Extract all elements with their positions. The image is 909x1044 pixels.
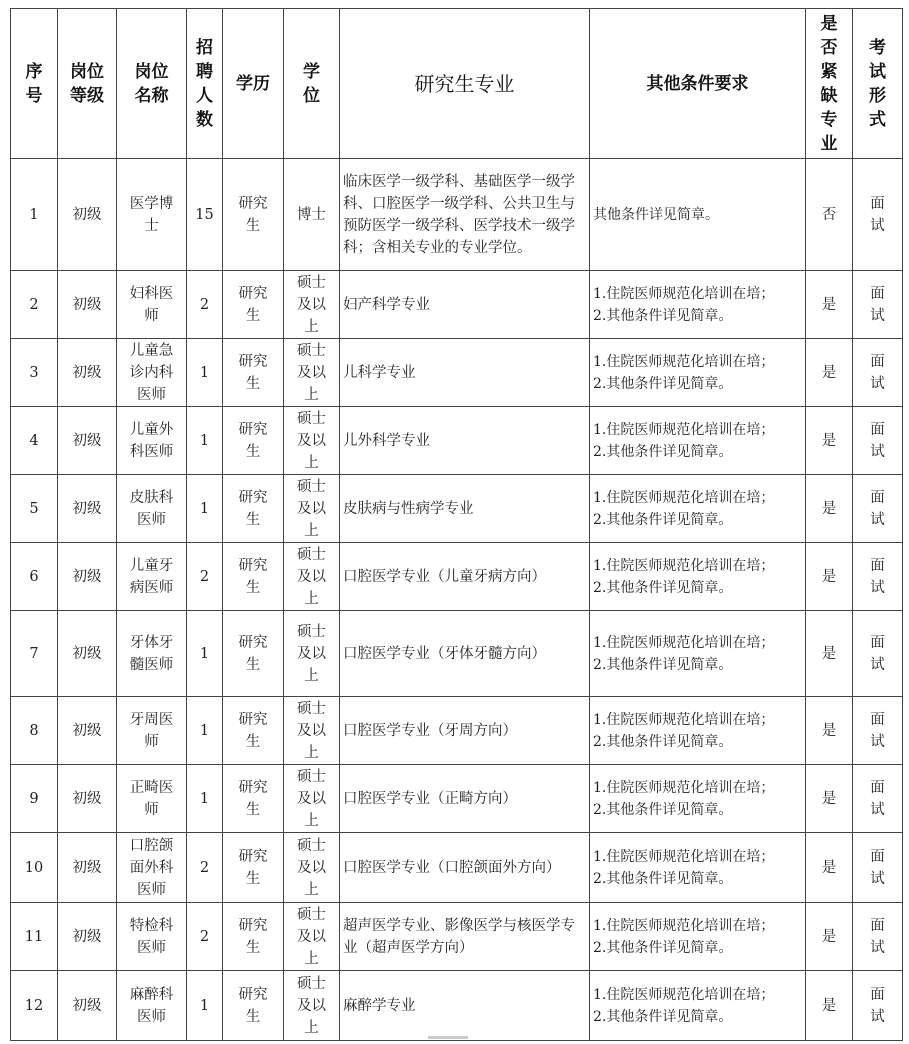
cell-exam: 面试: [853, 159, 903, 271]
cell-name: 口腔颌面外科医师: [117, 833, 187, 903]
cell-degree: 硕士及以上: [284, 271, 340, 339]
cell-level: 初级: [58, 971, 117, 1041]
cell-education: 研究生: [223, 833, 284, 903]
cell-count: 1: [187, 407, 223, 475]
cell-degree: 硕士及以上: [284, 611, 340, 697]
cell-shortage: 是: [806, 475, 853, 543]
cell-other: 1.住院医师规范化培训在培； 2.其他条件详见简章。: [590, 407, 806, 475]
cell-other: 1.住院医师规范化培训在培； 2.其他条件详见简章。: [590, 271, 806, 339]
header-name: 岗位名称: [117, 9, 187, 159]
cell-other: 1.住院医师规范化培训在培； 2.其他条件详见简章。: [590, 475, 806, 543]
cell-name: 儿童外科医师: [117, 407, 187, 475]
cell-shortage: 是: [806, 697, 853, 765]
cell-shortage: 否: [806, 159, 853, 271]
table-row: [11, 159, 903, 271]
cell-education: 研究生: [223, 903, 284, 971]
cell-other: 1.住院医师规范化培训在培； 2.其他条件详见简章。: [590, 765, 806, 833]
cell-shortage: 是: [806, 611, 853, 697]
cell-shortage: 是: [806, 407, 853, 475]
cell-name: 妇科医师: [117, 271, 187, 339]
header-seq: 序号: [11, 9, 58, 159]
cell-major: 超声医学专业、影像医学与核医学专业（超声医学方向）: [340, 903, 590, 971]
table-row: [11, 611, 903, 697]
cell-major: 口腔医学专业（牙周方向）: [340, 697, 590, 765]
cell-exam: 面试: [853, 903, 903, 971]
cell-education: 研究生: [223, 159, 284, 271]
cell-level: 初级: [58, 159, 117, 271]
cell-level: 初级: [58, 833, 117, 903]
cell-education: 研究生: [223, 543, 284, 611]
table-row: [11, 971, 903, 1041]
cell-seq: 7: [11, 611, 58, 697]
cell-exam: 面试: [853, 611, 903, 697]
table-row: [11, 475, 903, 543]
cell-name: 麻醉科医师: [117, 971, 187, 1041]
cell-shortage: 是: [806, 271, 853, 339]
header-degree: 学位: [284, 9, 340, 159]
cell-degree: 硕士及以上: [284, 833, 340, 903]
cell-name: 皮肤科医师: [117, 475, 187, 543]
cell-count: 1: [187, 971, 223, 1041]
cell-level: 初级: [58, 611, 117, 697]
cell-major: 临床医学一级学科、基础医学一级学科、口腔医学一级学科、公共卫生与预防医学一级学科、医学技术一级学科；含相关专业的专业学位。: [340, 159, 590, 271]
cell-major: 口腔医学专业（口腔颌面外方向）: [340, 833, 590, 903]
header-education: 学历: [223, 9, 284, 159]
cell-exam: 面试: [853, 339, 903, 407]
cell-name: 牙体牙髓医师: [117, 611, 187, 697]
cell-major: 儿外科学专业: [340, 407, 590, 475]
header-major: 研究生专业: [340, 9, 590, 159]
recruitment-table: [10, 8, 903, 1041]
cell-other: 其他条件详见简章。: [590, 159, 806, 271]
cell-count: 1: [187, 765, 223, 833]
cell-education: 研究生: [223, 339, 284, 407]
cell-seq: 5: [11, 475, 58, 543]
cell-education: 研究生: [223, 475, 284, 543]
cell-other: 1.住院医师规范化培训在培； 2.其他条件详见简章。: [590, 339, 806, 407]
cell-level: 初级: [58, 697, 117, 765]
cell-degree: 硕士及以上: [284, 697, 340, 765]
cell-major: 口腔医学专业（儿童牙病方向）: [340, 543, 590, 611]
header-shortage: 是否紧缺专业: [806, 9, 853, 159]
cell-level: 初级: [58, 339, 117, 407]
cell-education: 研究生: [223, 697, 284, 765]
table-row: [11, 339, 903, 407]
cell-seq: 2: [11, 271, 58, 339]
cell-major: 皮肤病与性病学专业: [340, 475, 590, 543]
cell-major: 儿科学专业: [340, 339, 590, 407]
cell-name: 牙周医师: [117, 697, 187, 765]
cell-exam: 面试: [853, 971, 903, 1041]
cell-seq: 10: [11, 833, 58, 903]
table-row: [11, 271, 903, 339]
cell-shortage: 是: [806, 765, 853, 833]
cell-shortage: 是: [806, 339, 853, 407]
cell-degree: 硕士及以上: [284, 971, 340, 1041]
header-count: 招聘人数: [187, 9, 223, 159]
cell-level: 初级: [58, 765, 117, 833]
cell-name: 正畸医师: [117, 765, 187, 833]
page-scroll-edge: [428, 1036, 468, 1039]
cell-level: 初级: [58, 271, 117, 339]
header-level: 岗位等级: [58, 9, 117, 159]
table-row: [11, 765, 903, 833]
cell-education: 研究生: [223, 971, 284, 1041]
table-body: [11, 159, 903, 1041]
cell-level: 初级: [58, 543, 117, 611]
cell-shortage: 是: [806, 543, 853, 611]
cell-degree: 硕士及以上: [284, 339, 340, 407]
cell-other: 1.住院医师规范化培训在培； 2.其他条件详见简章。: [590, 611, 806, 697]
cell-shortage: 是: [806, 903, 853, 971]
cell-exam: 面试: [853, 407, 903, 475]
cell-education: 研究生: [223, 765, 284, 833]
cell-degree: 硕士及以上: [284, 765, 340, 833]
cell-education: 研究生: [223, 407, 284, 475]
cell-count: 15: [187, 159, 223, 271]
cell-degree: 硕士及以上: [284, 903, 340, 971]
cell-exam: 面试: [853, 765, 903, 833]
cell-count: 1: [187, 697, 223, 765]
cell-count: 2: [187, 543, 223, 611]
cell-education: 研究生: [223, 271, 284, 339]
cell-name: 医学博士: [117, 159, 187, 271]
cell-exam: 面试: [853, 271, 903, 339]
cell-other: 1.住院医师规范化培训在培； 2.其他条件详见简章。: [590, 833, 806, 903]
cell-exam: 面试: [853, 475, 903, 543]
cell-exam: 面试: [853, 697, 903, 765]
table-row: [11, 903, 903, 971]
header-exam: 考试形式: [853, 9, 903, 159]
cell-other: 1.住院医师规范化培训在培； 2.其他条件详见简章。: [590, 697, 806, 765]
cell-seq: 3: [11, 339, 58, 407]
cell-major: 口腔医学专业（牙体牙髓方向）: [340, 611, 590, 697]
cell-other: 1.住院医师规范化培训在培； 2.其他条件详见简章。: [590, 971, 806, 1041]
cell-major: 妇产科学专业: [340, 271, 590, 339]
table-row: [11, 833, 903, 903]
cell-other: 1.住院医师规范化培训在培； 2.其他条件详见简章。: [590, 903, 806, 971]
cell-count: 1: [187, 611, 223, 697]
cell-seq: 1: [11, 159, 58, 271]
cell-seq: 4: [11, 407, 58, 475]
cell-seq: 8: [11, 697, 58, 765]
table-row: [11, 543, 903, 611]
cell-seq: 9: [11, 765, 58, 833]
cell-exam: 面试: [853, 543, 903, 611]
cell-seq: 12: [11, 971, 58, 1041]
cell-name: 儿童急诊内科医师: [117, 339, 187, 407]
cell-count: 2: [187, 833, 223, 903]
cell-shortage: 是: [806, 833, 853, 903]
cell-count: 1: [187, 475, 223, 543]
header-row: [11, 9, 903, 159]
cell-major: 口腔医学专业（正畸方向）: [340, 765, 590, 833]
cell-exam: 面试: [853, 833, 903, 903]
table-row: [11, 407, 903, 475]
cell-degree: 博士: [284, 159, 340, 271]
header-other: 其他条件要求: [590, 9, 806, 159]
cell-shortage: 是: [806, 971, 853, 1041]
cell-count: 2: [187, 271, 223, 339]
cell-level: 初级: [58, 903, 117, 971]
cell-name: 特检科医师: [117, 903, 187, 971]
cell-count: 1: [187, 339, 223, 407]
table-row: [11, 697, 903, 765]
cell-level: 初级: [58, 475, 117, 543]
cell-seq: 11: [11, 903, 58, 971]
cell-seq: 6: [11, 543, 58, 611]
cell-other: 1.住院医师规范化培训在培； 2.其他条件详见简章。: [590, 543, 806, 611]
cell-count: 2: [187, 903, 223, 971]
cell-degree: 硕士及以上: [284, 543, 340, 611]
cell-degree: 硕士及以上: [284, 407, 340, 475]
cell-major: 麻醉学专业: [340, 971, 590, 1041]
cell-degree: 硕士及以上: [284, 475, 340, 543]
cell-name: 儿童牙病医师: [117, 543, 187, 611]
cell-education: 研究生: [223, 611, 284, 697]
cell-level: 初级: [58, 407, 117, 475]
